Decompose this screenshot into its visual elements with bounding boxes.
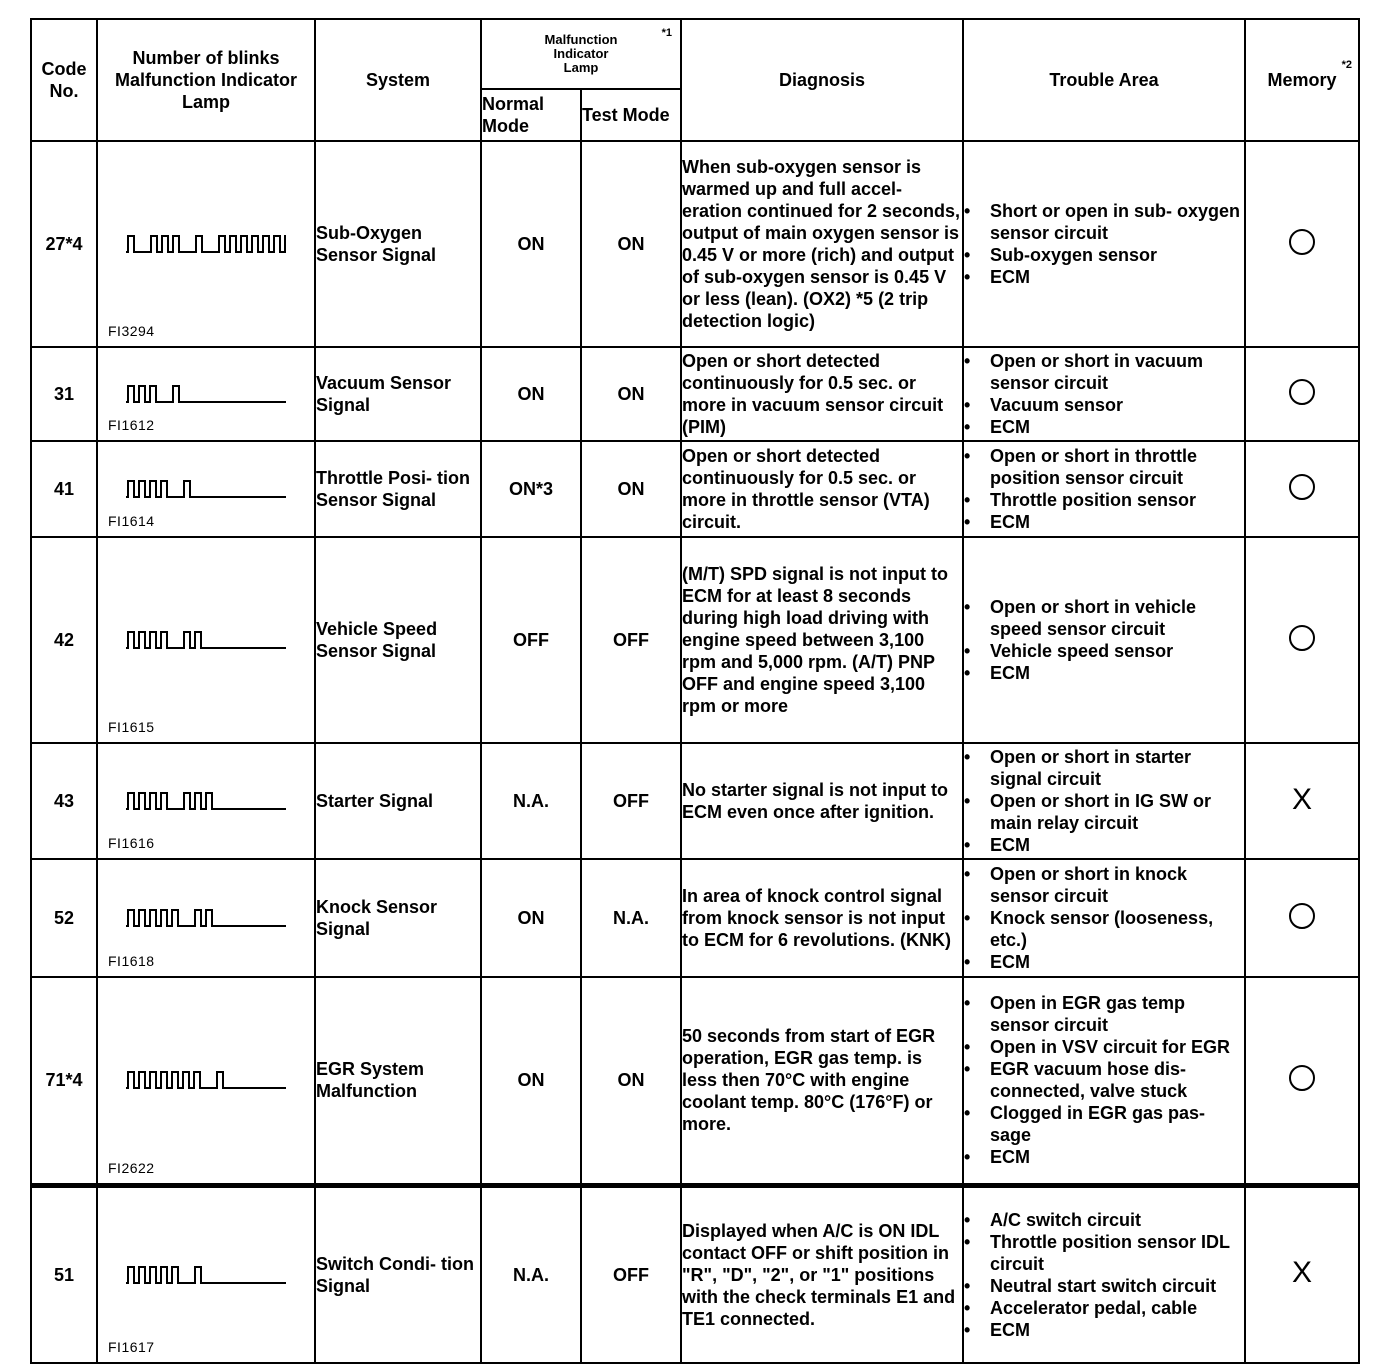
normal-mode-cell: ON*3 — [481, 441, 581, 537]
table-row — [31, 347, 1359, 441]
blink-pattern-icon — [126, 477, 286, 501]
figure-id: FI1617 — [108, 1339, 155, 1355]
list-item: • A/C switch circuit — [964, 1209, 1244, 1231]
diagnostic-code-table — [30, 18, 1360, 1364]
memory-circle-icon — [1289, 229, 1315, 255]
header-trouble-area: Trouble Area — [963, 19, 1245, 141]
blink-cell — [97, 441, 315, 537]
list-item: • ECM — [964, 1146, 1244, 1168]
trouble-list — [964, 746, 1244, 856]
table-row — [31, 141, 1359, 347]
figure-id: FI1618 — [108, 953, 155, 969]
memory-circle-icon — [1289, 474, 1315, 500]
diagnosis-cell: When sub-oxygen sensor is warmed up and full accel- eration continued for 2 seconds, output of main oxygen sensor is 0.45 V or more (rich) and output of sub-oxygen sensor is 0.45 V or less (lean). (OX2) *5 (2 trip detection logic) — [681, 141, 963, 347]
blink-cell — [97, 537, 315, 743]
header-normal-mode: Normal Mode — [481, 89, 581, 141]
memory-cell — [1245, 537, 1359, 743]
blink-cell — [97, 141, 315, 347]
list-item: • ECM — [964, 266, 1244, 288]
trouble-area-cell — [963, 743, 1245, 859]
list-item: • Vacuum sensor — [964, 394, 1244, 416]
blink-pattern-icon — [126, 628, 286, 652]
list-item: • Open in EGR gas temp sensor circuit — [964, 992, 1244, 1036]
trouble-list — [964, 445, 1244, 533]
list-item: • Short or open in sub- oxygen sensor circuit — [964, 200, 1244, 244]
diagnosis-cell: No starter signal is not input to ECM even once after ignition. — [681, 743, 963, 859]
list-item: • Open in VSV circuit for EGR — [964, 1036, 1244, 1058]
code-cell: 42 — [31, 537, 97, 743]
trouble-area-cell — [963, 977, 1245, 1185]
blink-cell — [97, 859, 315, 977]
system-cell: Starter Signal — [315, 743, 481, 859]
memory-cell — [1245, 859, 1359, 977]
figure-id: FI1615 — [108, 719, 155, 735]
table-row — [31, 743, 1359, 859]
blink-cell — [97, 347, 315, 441]
trouble-list — [964, 596, 1244, 684]
normal-mode-cell: ON — [481, 141, 581, 347]
figure-id: FI2622 — [108, 1159, 155, 1176]
header-code-no: Code No. — [31, 19, 97, 141]
code-cell: 51 — [31, 1185, 97, 1363]
memory-cell — [1245, 743, 1359, 859]
trouble-list — [964, 1209, 1244, 1341]
list-item: • ECM — [964, 416, 1244, 438]
trouble-area-cell — [963, 859, 1245, 977]
table-body — [31, 141, 1359, 1363]
header-mil-label: Malfunction Indicator Lamp — [544, 32, 618, 75]
header-memory — [1245, 19, 1359, 141]
list-item: • Open or short in throttle position sensor circuit — [964, 445, 1244, 489]
trouble-area-cell — [963, 1185, 1245, 1363]
test-mode-cell: ON — [581, 141, 681, 347]
trouble-area-cell — [963, 347, 1245, 441]
diagnosis-cell: Open or short detected continuously for 0.5 sec. or more in vacuum sensor circuit (PIM) — [681, 347, 963, 441]
blink-waveform — [126, 236, 286, 252]
blink-waveform — [126, 910, 286, 926]
trouble-list — [964, 200, 1244, 288]
memory-cell — [1245, 977, 1359, 1185]
table-row — [31, 859, 1359, 977]
code-cell: 41 — [31, 441, 97, 537]
header-mil — [481, 19, 681, 89]
table-row — [31, 977, 1359, 1185]
list-item: • Throttle position sensor IDL circuit — [964, 1231, 1244, 1275]
memory-circle-icon — [1289, 625, 1315, 651]
list-item: • Vehicle speed sensor — [964, 640, 1244, 662]
blink-cell — [97, 1185, 315, 1363]
list-item: • ECM — [964, 511, 1244, 533]
list-item: • Open or short in starter signal circuit — [964, 746, 1244, 790]
list-item: • Knock sensor (looseness, etc.) — [964, 907, 1244, 951]
list-item: • Open or short in vacuum sensor circuit — [964, 350, 1244, 394]
blink-pattern-icon — [126, 232, 286, 256]
blink-pattern-icon — [126, 906, 286, 930]
blink-waveform — [126, 1267, 286, 1283]
list-item: • Sub-oxygen sensor — [964, 244, 1244, 266]
trouble-list — [964, 350, 1244, 438]
blink-waveform — [126, 793, 286, 809]
code-cell: 43 — [31, 743, 97, 859]
test-mode-cell: ON — [581, 977, 681, 1185]
blink-pattern-icon — [126, 382, 286, 406]
normal-mode-cell: N.A. — [481, 1185, 581, 1363]
header-memory-note: *2 — [1341, 59, 1352, 71]
list-item: • Neutral start switch circuit — [964, 1275, 1244, 1297]
blink-waveform — [126, 1072, 286, 1088]
system-cell: EGR System Malfunction — [315, 977, 481, 1185]
figure-id: FI1614 — [108, 513, 155, 529]
table-row — [31, 1185, 1359, 1363]
normal-mode-cell: ON — [481, 859, 581, 977]
memory-cell — [1245, 347, 1359, 441]
memory-cell — [1245, 1185, 1359, 1363]
blink-cell — [97, 977, 315, 1185]
code-cell: 27*4 — [31, 141, 97, 347]
list-item: • ECM — [964, 834, 1244, 856]
list-item: • ECM — [964, 951, 1244, 973]
memory-cell — [1245, 141, 1359, 347]
figure-id: FI1616 — [108, 835, 155, 851]
list-item: • Throttle position sensor — [964, 489, 1244, 511]
system-cell: Knock Sensor Signal — [315, 859, 481, 977]
trouble-area-cell — [963, 441, 1245, 537]
list-item: • Clogged in EGR gas pas- sage — [964, 1102, 1244, 1146]
trouble-list — [964, 863, 1244, 973]
diagnosis-cell: In area of knock control signal from knock sensor is not input to ECM for 6 revolutions. (KNK) — [681, 859, 963, 977]
diagnosis-cell: Displayed when A/C is ON IDL contact OFF or shift position in "R", "D", "2", or "1" positions with the check terminals E1 and TE1 connected. — [681, 1185, 963, 1363]
test-mode-cell: ON — [581, 441, 681, 537]
table-row — [31, 441, 1359, 537]
blink-pattern-icon — [126, 789, 286, 813]
system-cell: Sub-Oxygen Sensor Signal — [315, 141, 481, 347]
memory-circle-icon — [1289, 1065, 1315, 1091]
memory-cell — [1245, 441, 1359, 537]
memory-circle-icon — [1289, 903, 1315, 929]
header-memory-label: Memory — [1267, 70, 1337, 90]
code-cell: 52 — [31, 859, 97, 977]
memory-circle-icon — [1289, 379, 1315, 405]
blink-waveform — [126, 386, 286, 402]
figure-id: FI1612 — [108, 417, 155, 433]
header-system: System — [315, 19, 481, 141]
test-mode-cell: OFF — [581, 743, 681, 859]
list-item: • ECM — [964, 662, 1244, 684]
blink-waveform — [126, 632, 286, 648]
trouble-area-cell — [963, 141, 1245, 347]
list-item: • ECM — [964, 1319, 1244, 1341]
system-cell: Vacuum Sensor Signal — [315, 347, 481, 441]
blink-pattern-icon — [126, 1068, 286, 1092]
test-mode-cell: OFF — [581, 537, 681, 743]
header-test-mode: Test Mode — [581, 89, 681, 141]
system-cell: Switch Condi- tion Signal — [315, 1185, 481, 1363]
code-cell: 31 — [31, 347, 97, 441]
system-cell: Vehicle Speed Sensor Signal — [315, 537, 481, 743]
table-row — [31, 537, 1359, 743]
list-item: • Open or short in vehicle speed sensor circuit — [964, 596, 1244, 640]
list-item: • Accelerator pedal, cable — [964, 1297, 1244, 1319]
normal-mode-cell: OFF — [481, 537, 581, 743]
list-item: • EGR vacuum hose dis- connected, valve stuck — [964, 1058, 1244, 1102]
normal-mode-cell: ON — [481, 347, 581, 441]
diagnosis-cell: 50 seconds from start of EGR operation, EGR gas temp. is less then 70°C with engine coolant temp. 80°C (176°F) or more. — [681, 977, 963, 1185]
test-mode-cell: N.A. — [581, 859, 681, 977]
memory-cross-icon: X — [1291, 782, 1312, 816]
trouble-area-cell — [963, 537, 1245, 743]
system-cell: Throttle Posi- tion Sensor Signal — [315, 441, 481, 537]
header-blinks: Number of blinks Malfunction Indicator Lamp — [97, 19, 315, 141]
diagnosis-cell: (M/T) SPD signal is not input to ECM for at least 8 seconds during high load driving with engine speed between 3,100 rpm and 5,000 rpm. (A/T) PNP OFF and engine speed 3,100 rpm or more — [681, 537, 963, 743]
normal-mode-cell: N.A. — [481, 743, 581, 859]
blink-waveform — [126, 481, 286, 497]
blink-cell — [97, 743, 315, 859]
code-cell: 71*4 — [31, 977, 97, 1185]
header-mil-note: *1 — [661, 27, 672, 39]
memory-cross-icon: X — [1291, 1256, 1312, 1290]
blink-pattern-icon — [126, 1263, 286, 1287]
test-mode-cell: ON — [581, 347, 681, 441]
list-item: • Open or short in IG SW or main relay circuit — [964, 790, 1244, 834]
header-diagnosis: Diagnosis — [681, 19, 963, 141]
list-item: • Open or short in knock sensor circuit — [964, 863, 1244, 907]
figure-id: FI3294 — [108, 323, 155, 339]
test-mode-cell: OFF — [581, 1185, 681, 1363]
trouble-list — [964, 992, 1244, 1168]
normal-mode-cell: ON — [481, 977, 581, 1185]
diagnosis-cell: Open or short detected continuously for 0.5 sec. or more in throttle sensor (VTA) circuit. — [681, 441, 963, 537]
